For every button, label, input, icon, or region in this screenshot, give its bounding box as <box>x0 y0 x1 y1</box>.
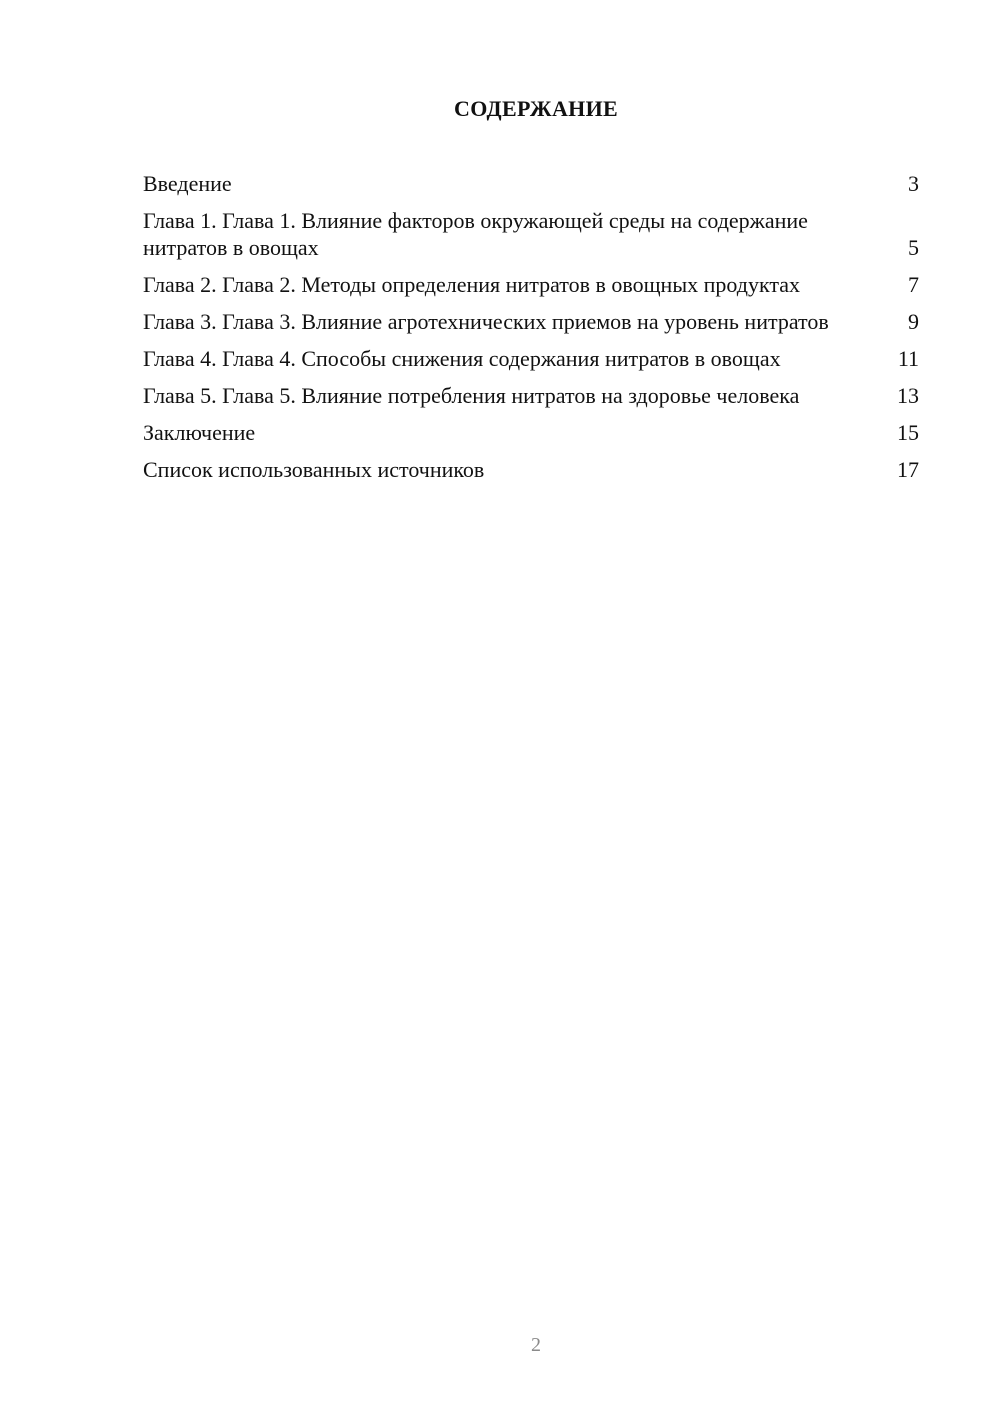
toc-entry-chapter-3[interactable] <box>143 308 919 335</box>
toc-entry-page: 7 <box>908 272 919 297</box>
toc-title: СОДЕРЖАНИЕ <box>454 96 618 121</box>
toc-entry-page: 5 <box>908 235 919 260</box>
toc-entry-chapter-1[interactable] <box>143 207 919 261</box>
toc-entry-chapter-2[interactable] <box>143 271 919 298</box>
toc-entry-page: 15 <box>897 420 919 445</box>
toc-entry-page: 11 <box>897 346 919 371</box>
toc-entry-page: 3 <box>908 171 919 196</box>
toc-entry-conclusion[interactable] <box>143 419 919 446</box>
toc-entry-chapter-4[interactable] <box>143 345 919 372</box>
toc-entry-label: Глава 4. Глава 4. Способы снижения содержания нитратов в овощах <box>143 346 781 371</box>
toc-entry-label: Глава 3. Глава 3. Влияние агротехнических приемов на уровень нитратов <box>143 309 829 334</box>
toc-entry-label: Глава 5. Глава 5. Влияние потребления нитратов на здоровье человека <box>143 383 800 408</box>
toc-entry-label: Список использованных источников <box>143 457 485 482</box>
toc-entry-chapter-5[interactable] <box>143 382 919 409</box>
toc-entry-label: Введение <box>143 171 232 196</box>
toc-entry-label: Заключение <box>143 420 256 445</box>
page-number: 2 <box>531 1334 541 1356</box>
toc-entry-introduction[interactable] <box>143 170 919 197</box>
toc-entry-page: 9 <box>908 309 919 334</box>
toc-entry-label: Глава 2. Глава 2. Методы определения нитратов в овощных продуктах <box>143 272 800 297</box>
toc-entry-label: Глава 1. Глава 1. Влияние факторов окружающей среды на содержание нитратов в овощах <box>143 208 808 260</box>
toc-entry-page: 17 <box>897 457 919 482</box>
table-of-contents <box>143 170 919 493</box>
toc-entry-references[interactable] <box>143 456 919 483</box>
toc-entry-page: 13 <box>897 383 919 408</box>
